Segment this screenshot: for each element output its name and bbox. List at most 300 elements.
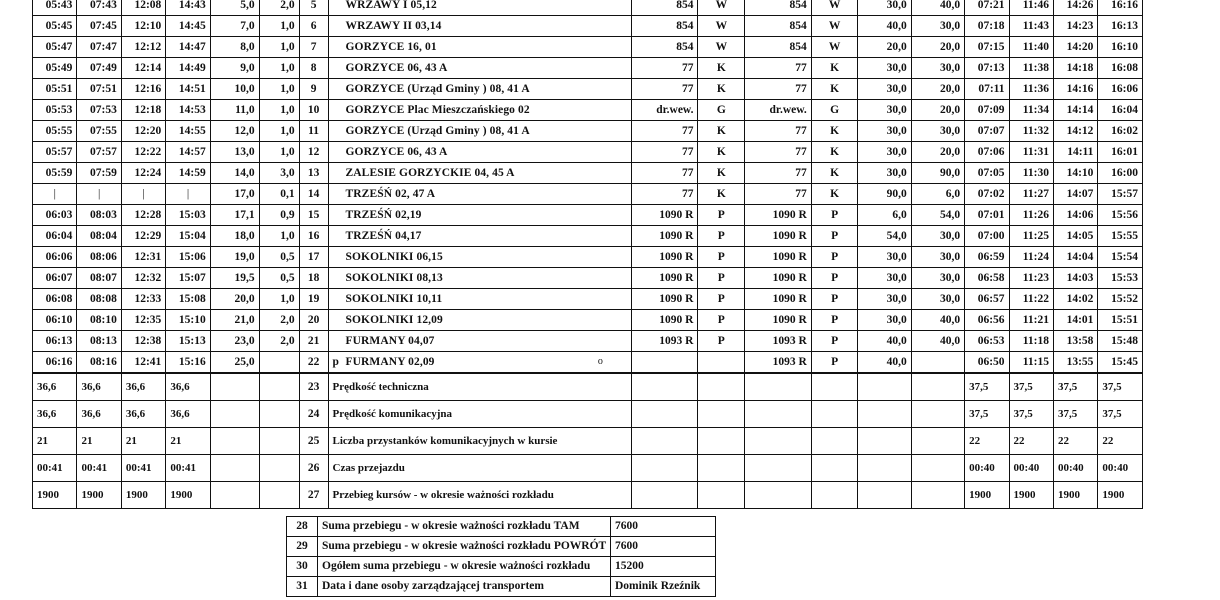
road-category-outbound: K xyxy=(698,142,745,163)
departure-time-3: 12:32 xyxy=(121,268,165,289)
distance-segment: 1,0 xyxy=(259,289,299,310)
summary-outbound-value-4: 36,6 xyxy=(166,373,210,401)
return-time-1: 06:59 xyxy=(965,247,1009,268)
road-category-outbound: K xyxy=(698,121,745,142)
summary-total-row xyxy=(287,577,716,597)
speed-limit-outbound: 30,0 xyxy=(858,289,911,310)
return-time-4: 16:16 xyxy=(1098,0,1143,16)
summary-empty-cell xyxy=(858,401,911,428)
distance-segment: 0,5 xyxy=(259,247,299,268)
stop-name-label: WRZAWY I 05,12 xyxy=(345,0,437,11)
summary-empty-cell xyxy=(210,373,259,401)
departure-time-1: 06:16 xyxy=(33,352,77,374)
speed-limit-outbound: 30,0 xyxy=(858,268,911,289)
distance-segment: 3,0 xyxy=(259,163,299,184)
departure-time-4: 15:08 xyxy=(166,289,210,310)
departure-time-1: 05:47 xyxy=(33,37,77,58)
return-time-3: 14:06 xyxy=(1053,205,1097,226)
summary-empty-cell xyxy=(745,482,812,509)
return-time-2: 11:38 xyxy=(1009,58,1053,79)
distance-segment: 0,5 xyxy=(259,268,299,289)
return-time-1: 06:56 xyxy=(965,310,1009,331)
stop-name-label: WRZAWY II 03,14 xyxy=(345,20,442,32)
return-time-3: 14:04 xyxy=(1053,247,1097,268)
return-time-3: 14:23 xyxy=(1053,16,1097,37)
distance-cumulative: 5,0 xyxy=(210,0,259,16)
speed-limit-outbound: 30,0 xyxy=(858,79,911,100)
road-category-return: K xyxy=(811,121,858,142)
summary-row xyxy=(33,373,1143,401)
road-category-outbound: P xyxy=(698,331,745,352)
summary-row-label: Prędkość komunikacyjna xyxy=(328,401,631,428)
departure-time-4: 14:45 xyxy=(166,16,210,37)
road-number-return: 77 xyxy=(745,58,812,79)
road-category-return: G xyxy=(811,100,858,121)
departure-time-2: 07:53 xyxy=(77,100,121,121)
summary-empty-cell xyxy=(631,401,698,428)
departure-time-3: 12:24 xyxy=(121,163,165,184)
road-number-outbound: dr.wew. xyxy=(631,100,698,121)
summary-empty-cell xyxy=(631,455,698,482)
summary-outbound-value-2: 00:41 xyxy=(77,455,121,482)
row-number: 14 xyxy=(299,184,328,205)
return-time-2: 11:31 xyxy=(1009,142,1053,163)
departure-time-3: 12:31 xyxy=(121,247,165,268)
return-time-1: 07:15 xyxy=(965,37,1009,58)
speed-limit-return: 30,0 xyxy=(911,121,964,142)
summary-empty-cell xyxy=(259,373,299,401)
departure-time-3: 12:35 xyxy=(121,310,165,331)
road-number-outbound: 1090 R xyxy=(631,247,698,268)
return-time-2: 11:34 xyxy=(1009,100,1053,121)
speed-limit-return: 40,0 xyxy=(911,0,964,16)
distance-segment: 2,0 xyxy=(259,0,299,16)
road-number-outbound: 1090 R xyxy=(631,226,698,247)
summary-empty-cell xyxy=(911,428,964,455)
return-time-3: 14:05 xyxy=(1053,226,1097,247)
summary-empty-cell xyxy=(858,428,911,455)
road-number-return: 854 xyxy=(745,0,812,16)
road-category-outbound: P xyxy=(698,205,745,226)
distance-cumulative: 19,0 xyxy=(210,247,259,268)
stop-name-label: GORZYCE (Urząd Gminy ) 08, 41 A xyxy=(345,125,530,137)
road-number-return: dr.wew. xyxy=(745,100,812,121)
departure-time-1: 06:10 xyxy=(33,310,77,331)
distance-segment: 0,9 xyxy=(259,205,299,226)
departure-time-3: 12:22 xyxy=(121,142,165,163)
table-row xyxy=(33,247,1143,268)
road-number-return: 1093 R xyxy=(745,331,812,352)
stop-name-cell xyxy=(328,37,631,58)
return-time-1: 06:57 xyxy=(965,289,1009,310)
summary-empty-cell xyxy=(811,455,858,482)
table-row xyxy=(33,100,1143,121)
table-row xyxy=(33,79,1143,100)
table-row xyxy=(33,184,1143,205)
road-category-return: K xyxy=(811,184,858,205)
summary-outbound-value-4: 36,6 xyxy=(166,401,210,428)
summary-return-value-4: 37,5 xyxy=(1098,401,1143,428)
road-number-outbound: 1090 R xyxy=(631,310,698,331)
road-number-outbound: 77 xyxy=(631,79,698,100)
return-time-1: 06:50 xyxy=(965,352,1009,374)
road-number-outbound: 1090 R xyxy=(631,289,698,310)
speed-limit-outbound: 30,0 xyxy=(858,247,911,268)
summary-empty-cell xyxy=(911,401,964,428)
return-time-1: 07:05 xyxy=(965,163,1009,184)
row-number: 6 xyxy=(299,16,328,37)
road-number-return: 77 xyxy=(745,184,812,205)
departure-time-4: 14:47 xyxy=(166,37,210,58)
summary-empty-cell xyxy=(811,401,858,428)
stop-name-cell xyxy=(328,58,631,79)
distance-segment xyxy=(259,352,299,374)
summary-empty-cell xyxy=(210,482,259,509)
speed-limit-return: 20,0 xyxy=(911,79,964,100)
departure-time-4: 15:04 xyxy=(166,226,210,247)
speed-limit-outbound: 40,0 xyxy=(858,331,911,352)
distance-segment: 1,0 xyxy=(259,121,299,142)
departure-time-3: | xyxy=(121,184,165,205)
summary-empty-cell xyxy=(911,455,964,482)
departure-time-3: 12:12 xyxy=(121,37,165,58)
road-category-return: P xyxy=(811,268,858,289)
departure-time-1: 05:59 xyxy=(33,163,77,184)
departure-time-4: | xyxy=(166,184,210,205)
summary-return-value-1: 1900 xyxy=(965,482,1009,509)
departure-time-4: 14:57 xyxy=(166,142,210,163)
distance-cumulative: 12,0 xyxy=(210,121,259,142)
row-number: 10 xyxy=(299,100,328,121)
row-number: 18 xyxy=(299,268,328,289)
road-number-outbound: 854 xyxy=(631,37,698,58)
departure-time-1: 05:57 xyxy=(33,142,77,163)
departure-time-4: 15:07 xyxy=(166,268,210,289)
stop-name-cell xyxy=(328,121,631,142)
return-time-4: 16:01 xyxy=(1098,142,1143,163)
summary-outbound-value-1: 36,6 xyxy=(33,401,77,428)
speed-limit-return: 30,0 xyxy=(911,289,964,310)
speed-limit-outbound: 54,0 xyxy=(858,226,911,247)
stop-name-label: TRZEŚŃ 02, 47 A xyxy=(345,188,436,200)
return-time-1: 07:00 xyxy=(965,226,1009,247)
stop-prefix-marker: p xyxy=(332,356,339,368)
distance-cumulative: 25,0 xyxy=(210,352,259,374)
stop-name-cell xyxy=(328,310,631,331)
summary-outbound-value-4: 21 xyxy=(166,428,210,455)
summary-row-label: Liczba przystanków komunikacyjnych w kursie xyxy=(328,428,631,455)
return-time-2: 11:25 xyxy=(1009,226,1053,247)
row-number: 21 xyxy=(299,331,328,352)
summary-return-value-2: 22 xyxy=(1009,428,1053,455)
summary-empty-cell xyxy=(698,401,745,428)
speed-limit-outbound: 30,0 xyxy=(858,100,911,121)
summary-row-number: 27 xyxy=(299,482,328,509)
summary-empty-cell xyxy=(210,428,259,455)
distance-segment: 2,0 xyxy=(259,331,299,352)
total-row-number: 29 xyxy=(287,537,318,557)
summary-empty-cell xyxy=(698,482,745,509)
summary-empty-cell xyxy=(698,428,745,455)
summary-empty-cell xyxy=(858,373,911,401)
speed-limit-outbound: 40,0 xyxy=(858,352,911,374)
stop-name-label: GORZYCE 06, 43 A xyxy=(345,62,448,74)
road-number-return: 1090 R xyxy=(745,247,812,268)
road-number-return: 77 xyxy=(745,163,812,184)
departure-time-4: 14:43 xyxy=(166,0,210,16)
summary-return-value-4: 1900 xyxy=(1098,482,1143,509)
summary-return-value-4: 37,5 xyxy=(1098,373,1143,401)
summary-empty-cell xyxy=(259,455,299,482)
distance-cumulative: 8,0 xyxy=(210,37,259,58)
road-category-return: W xyxy=(811,37,858,58)
row-number: 12 xyxy=(299,142,328,163)
table-row xyxy=(33,226,1143,247)
road-category-outbound xyxy=(698,352,745,374)
return-time-2: 11:32 xyxy=(1009,121,1053,142)
summary-empty-cell xyxy=(698,373,745,401)
summary-return-value-3: 37,5 xyxy=(1053,373,1097,401)
distance-cumulative: 21,0 xyxy=(210,310,259,331)
departure-time-2: 07:57 xyxy=(77,142,121,163)
stop-suffix-marker: o xyxy=(597,356,603,367)
return-time-2: 11:18 xyxy=(1009,331,1053,352)
distance-cumulative: 10,0 xyxy=(210,79,259,100)
summary-row xyxy=(33,482,1143,509)
total-row-label: Suma przebiegu - w okresie ważności rozkładu POWRÓT xyxy=(318,537,611,557)
departure-time-2: 08:04 xyxy=(77,226,121,247)
stop-name-label: TRZEŚŃ 04,17 xyxy=(345,230,422,242)
summary-return-value-1: 00:40 xyxy=(965,455,1009,482)
summary-outbound-value-3: 36,6 xyxy=(121,401,165,428)
return-time-4: 15:45 xyxy=(1098,352,1143,374)
return-time-2: 11:23 xyxy=(1009,268,1053,289)
departure-time-1: 05:51 xyxy=(33,79,77,100)
return-time-4: 16:06 xyxy=(1098,79,1143,100)
timetable-body xyxy=(33,0,1143,509)
row-number: 9 xyxy=(299,79,328,100)
road-category-outbound: P xyxy=(698,310,745,331)
summary-row-label: Prędkość techniczna xyxy=(328,373,631,401)
speed-limit-return: 90,0 xyxy=(911,163,964,184)
road-number-outbound: 77 xyxy=(631,121,698,142)
road-category-outbound: W xyxy=(698,16,745,37)
summary-outbound-value-2: 1900 xyxy=(77,482,121,509)
row-number: 7 xyxy=(299,37,328,58)
return-time-1: 06:53 xyxy=(965,331,1009,352)
total-row-value: 15200 xyxy=(611,557,716,577)
departure-time-1: 06:08 xyxy=(33,289,77,310)
speed-limit-return: 20,0 xyxy=(911,142,964,163)
table-row xyxy=(33,205,1143,226)
row-number: 22 xyxy=(299,352,328,374)
return-time-3: 13:55 xyxy=(1053,352,1097,374)
stop-name-label: GORZYCE 06, 43 A xyxy=(345,146,448,158)
distance-cumulative: 13,0 xyxy=(210,142,259,163)
road-category-outbound: K xyxy=(698,58,745,79)
road-category-outbound: K xyxy=(698,163,745,184)
distance-segment: 1,0 xyxy=(259,226,299,247)
road-number-return: 854 xyxy=(745,37,812,58)
total-row-label: Suma przebiegu - w okresie ważności rozkładu TAM xyxy=(318,517,611,537)
return-time-1: 07:13 xyxy=(965,58,1009,79)
summary-empty-cell xyxy=(811,482,858,509)
departure-time-2: 07:51 xyxy=(77,79,121,100)
speed-limit-outbound: 30,0 xyxy=(858,310,911,331)
summary-outbound-value-2: 36,6 xyxy=(77,401,121,428)
distance-segment: 1,0 xyxy=(259,16,299,37)
summary-empty-cell xyxy=(698,455,745,482)
stop-name-label: SOKOLNIKI 06,15 xyxy=(345,251,443,263)
speed-limit-outbound: 30,0 xyxy=(858,121,911,142)
road-number-return: 1090 R xyxy=(745,268,812,289)
stop-name-cell xyxy=(328,100,631,121)
table-row xyxy=(33,331,1143,352)
summary-empty-cell xyxy=(259,428,299,455)
speed-limit-outbound: 40,0 xyxy=(858,16,911,37)
return-time-2: 11:40 xyxy=(1009,37,1053,58)
summary-outbound-value-3: 36,6 xyxy=(121,373,165,401)
return-time-4: 16:02 xyxy=(1098,121,1143,142)
row-number: 15 xyxy=(299,205,328,226)
summary-return-value-2: 00:40 xyxy=(1009,455,1053,482)
road-number-return: 1090 R xyxy=(745,205,812,226)
summary-return-value-1: 37,5 xyxy=(965,373,1009,401)
stop-name-cell xyxy=(328,226,631,247)
table-row xyxy=(33,58,1143,79)
return-time-4: 15:54 xyxy=(1098,247,1143,268)
road-category-outbound: K xyxy=(698,79,745,100)
return-time-2: 11:30 xyxy=(1009,163,1053,184)
summary-return-value-1: 22 xyxy=(965,428,1009,455)
departure-time-1: 05:53 xyxy=(33,100,77,121)
return-time-3: 14:26 xyxy=(1053,0,1097,16)
table-row xyxy=(33,310,1143,331)
speed-limit-outbound: 30,0 xyxy=(858,58,911,79)
table-row xyxy=(33,163,1143,184)
summary-outbound-value-4: 1900 xyxy=(166,482,210,509)
speed-limit-return: 30,0 xyxy=(911,16,964,37)
return-time-4: 16:10 xyxy=(1098,37,1143,58)
departure-time-1: 05:45 xyxy=(33,16,77,37)
departure-time-2: 07:43 xyxy=(77,0,121,16)
table-row xyxy=(33,121,1143,142)
road-category-return: K xyxy=(811,58,858,79)
return-time-4: 15:56 xyxy=(1098,205,1143,226)
departure-time-2: 08:07 xyxy=(77,268,121,289)
stop-name-cell xyxy=(328,16,631,37)
road-number-outbound: 854 xyxy=(631,16,698,37)
road-number-outbound: 854 xyxy=(631,0,698,16)
stop-name-cell xyxy=(328,331,631,352)
departure-time-4: 14:51 xyxy=(166,79,210,100)
departure-time-1: 06:06 xyxy=(33,247,77,268)
return-time-4: 16:13 xyxy=(1098,16,1143,37)
road-category-return: P xyxy=(811,352,858,374)
speed-limit-outbound: 90,0 xyxy=(858,184,911,205)
road-number-return: 1090 R xyxy=(745,310,812,331)
summary-outbound-value-2: 36,6 xyxy=(77,373,121,401)
departure-time-2: 07:45 xyxy=(77,16,121,37)
summary-row-label: Czas przejazdu xyxy=(328,455,631,482)
road-category-outbound: P xyxy=(698,289,745,310)
return-time-2: 11:21 xyxy=(1009,310,1053,331)
return-time-2: 11:26 xyxy=(1009,205,1053,226)
summary-return-value-2: 37,5 xyxy=(1009,401,1053,428)
summary-empty-cell xyxy=(210,401,259,428)
return-time-4: 15:52 xyxy=(1098,289,1143,310)
summary-outbound-value-3: 21 xyxy=(121,428,165,455)
return-time-3: 14:20 xyxy=(1053,37,1097,58)
summary-return-value-4: 00:40 xyxy=(1098,455,1143,482)
summary-return-value-2: 37,5 xyxy=(1009,373,1053,401)
total-row-number: 31 xyxy=(287,577,318,597)
road-category-return: K xyxy=(811,79,858,100)
summary-total-row xyxy=(287,517,716,537)
speed-limit-outbound: 30,0 xyxy=(858,163,911,184)
return-time-4: 16:04 xyxy=(1098,100,1143,121)
summary-outbound-value-1: 1900 xyxy=(33,482,77,509)
distance-segment: 1,0 xyxy=(259,100,299,121)
departure-time-4: 15:16 xyxy=(166,352,210,374)
return-time-2: 11:22 xyxy=(1009,289,1053,310)
departure-time-3: 12:14 xyxy=(121,58,165,79)
summary-outbound-value-1: 00:41 xyxy=(33,455,77,482)
road-number-outbound: 1090 R xyxy=(631,205,698,226)
return-time-3: 14:12 xyxy=(1053,121,1097,142)
table-row xyxy=(33,0,1143,16)
departure-time-4: 15:10 xyxy=(166,310,210,331)
return-time-4: 16:08 xyxy=(1098,58,1143,79)
stop-name-cell xyxy=(328,0,631,16)
road-category-return: K xyxy=(811,163,858,184)
stop-name-cell xyxy=(328,142,631,163)
stop-name-label: SOKOLNIKI 08,13 xyxy=(345,272,443,284)
departure-time-1: 06:04 xyxy=(33,226,77,247)
road-number-outbound: 77 xyxy=(631,184,698,205)
road-category-return: P xyxy=(811,247,858,268)
stop-name-label: SOKOLNIKI 12,09 xyxy=(345,314,443,326)
departure-time-4: 15:13 xyxy=(166,331,210,352)
summary-row-number: 24 xyxy=(299,401,328,428)
total-row-label: Data i dane osoby zarządzającej transportem xyxy=(318,577,611,597)
speed-limit-outbound: 30,0 xyxy=(858,142,911,163)
distance-segment: 2,0 xyxy=(259,310,299,331)
return-time-3: 14:07 xyxy=(1053,184,1097,205)
speed-limit-return: 30,0 xyxy=(911,226,964,247)
return-time-1: 07:11 xyxy=(965,79,1009,100)
road-number-return: 1093 R xyxy=(745,352,812,374)
return-time-4: 15:51 xyxy=(1098,310,1143,331)
stop-name-label: GORZYCE (Urząd Gminy ) 08, 41 A xyxy=(345,83,530,95)
stop-name-label: ZALESIE GORZYCKIE 04, 45 A xyxy=(345,167,515,179)
road-category-return: K xyxy=(811,142,858,163)
summary-empty-cell xyxy=(631,428,698,455)
departure-time-3: 12:41 xyxy=(121,352,165,374)
row-number: 11 xyxy=(299,121,328,142)
summary-outbound-value-1: 21 xyxy=(33,428,77,455)
road-number-return: 77 xyxy=(745,121,812,142)
return-time-1: 07:09 xyxy=(965,100,1009,121)
road-category-return: P xyxy=(811,310,858,331)
speed-limit-outbound: 6,0 xyxy=(858,205,911,226)
departure-time-1: 06:03 xyxy=(33,205,77,226)
distance-cumulative: 9,0 xyxy=(210,58,259,79)
distance-cumulative: 23,0 xyxy=(210,331,259,352)
distance-cumulative: 19,5 xyxy=(210,268,259,289)
departure-time-3: 12:08 xyxy=(121,0,165,16)
stop-name-cell xyxy=(328,352,631,374)
